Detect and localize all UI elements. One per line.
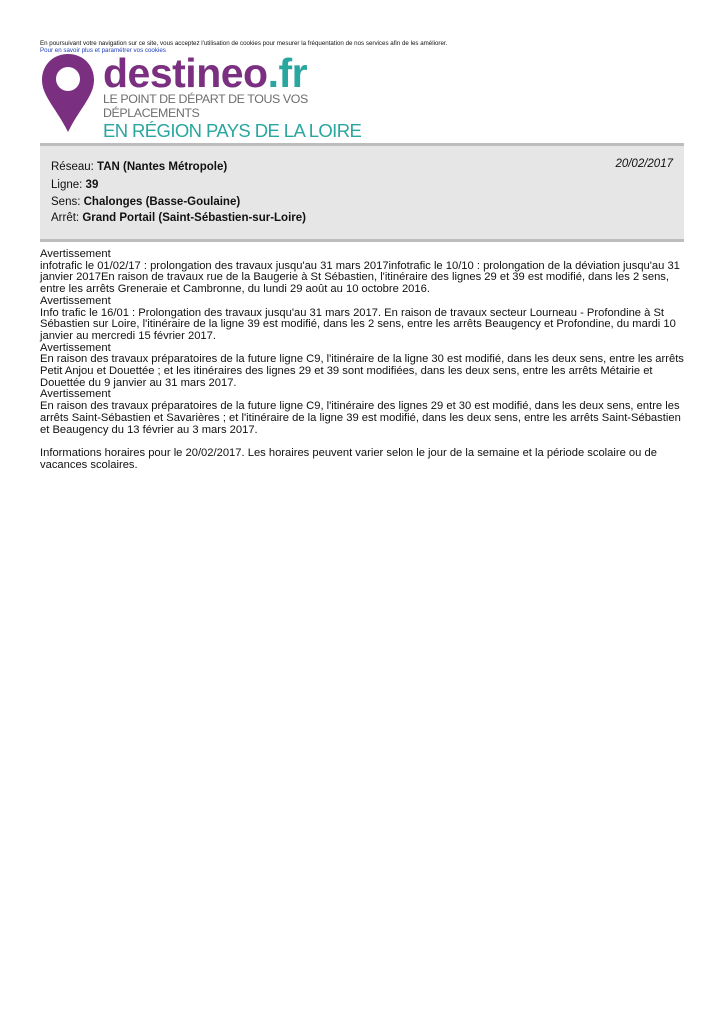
reseau-label: Réseau: [51, 161, 94, 173]
notice-title: Avertissement [40, 294, 111, 307]
cookie-settings-link[interactable]: Pour en savoir plus et paramétrer vos cookies [40, 47, 166, 54]
sens-row [51, 196, 240, 208]
reseau-row [51, 161, 227, 173]
sens-value: Chalonges (Basse-Goulaine) [83, 196, 241, 208]
notice-text: Info trafic le 16/01 : Prolongation des travaux jusqu'au 31 mars 2017. En raison de travaux secteur Lourneau - Profondine à St Sébastien sur Loire, l'itinéraire de la ligne 39 est modifié, dans les 2 sens, entre les arrêts Beaugency et Profondine, du mardi 10 janvier au mercredi 15 février 2017. [40, 306, 676, 342]
notice-title: Avertissement [40, 248, 111, 260]
brand-tld: .fr [267, 50, 308, 96]
logo-tagline: LE POINT DE DÉPART DE TOUS VOS DÉPLACEMENTS [103, 92, 308, 120]
notice-title: Avertissement [40, 341, 111, 354]
notices-section [40, 249, 685, 471]
notice-text: En raison des travaux préparatoires de la future ligne C9, l'itinéraire de la ligne 30 est modifié, dans les deux sens, entre les arrêts Petit Anjou et Douettée ; et les itinéraires des lignes 29 et 39 sont modifiées, dans les deux sens, entre les arrêts Métairie et Douettée du 9 janvier au 31 mars 2017. [40, 353, 684, 389]
schedule-date: 20/02/2017 [615, 158, 673, 170]
arret-row [51, 212, 306, 224]
sens-label: Sens: [51, 196, 81, 208]
ligne-value: 39 [85, 179, 99, 191]
schedule-info: Informations horaires pour le 20/02/2017. Les horaires peuvent varier selon le jour de la semaine et la période scolaire ou de vacances scolaires. [40, 446, 657, 471]
logo-region: EN RÉGION PAYS DE LA LOIRE [103, 120, 362, 141]
arret-value: Grand Portail (Saint-Sébastien-sur-Loire) [82, 212, 306, 224]
reseau-value: TAN (Nantes Métropole) [97, 161, 228, 173]
brand-wordmark [103, 52, 380, 94]
route-info-box [40, 143, 684, 242]
brand-main: destineo [103, 50, 268, 96]
notice-title: Avertissement [40, 388, 111, 401]
cookie-notice: En poursuivant votre navigation sur ce site, vous acceptez l'utilisation de cookies pour mesurer la fréquentation de nos services afin de les améliorer. [40, 40, 448, 47]
arret-label: Arrêt: [51, 212, 80, 224]
map-pin-icon [40, 52, 96, 134]
notice-text: infotrafic le 01/02/17 : prolongation des travaux jusqu'au 31 mars 2017infotrafic le 10/10 : prolongation de la déviation jusqu'au 31 janvier 2017En raison de travaux rue de la Baugerie à St Sébastien, l'itinéraire des lignes 29 et 39 est modifié, dans les 2 sens, entre les arrêts Greneraie et Cambronne, du lundi 29 août au 10 octobre 2016. [40, 259, 680, 296]
notice-text: En raison des travaux préparatoires de la future ligne C9, l'itinéraire des lignes 29 et 30 est modifié, dans les deux sens, entre les arrêts Saint-Sébastien et Savarières ; et l'itinéraire de la ligne 39 est modifié, dans les deux sens, entre les arrêts Saint-Sébastien et Beaugency du 13 février au 3 mars 2017. [40, 400, 681, 436]
ligne-label: Ligne: [51, 179, 83, 191]
ligne-row [51, 179, 98, 191]
